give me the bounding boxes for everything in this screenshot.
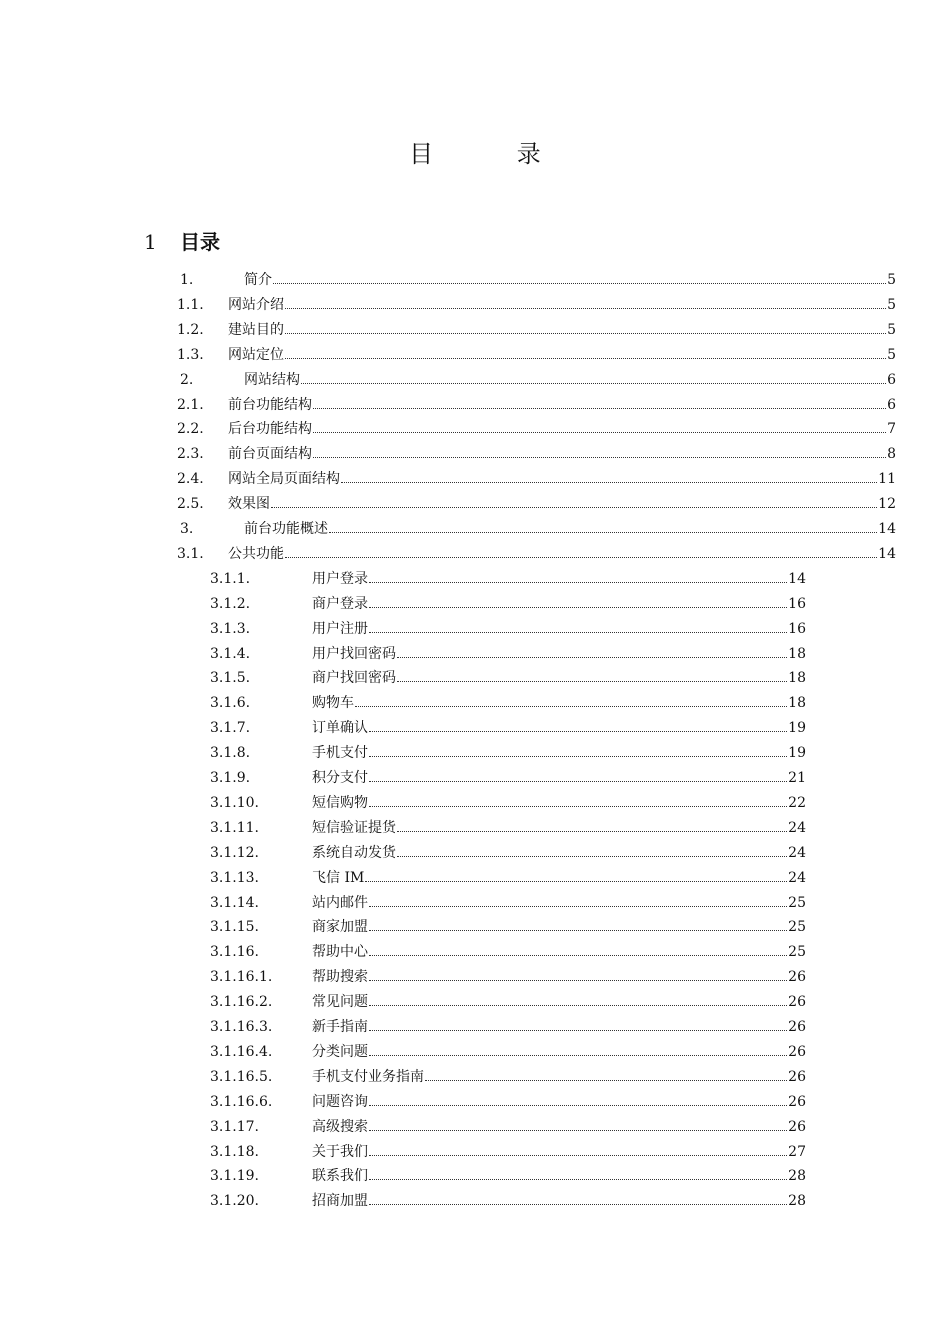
toc-dot-leader bbox=[369, 913, 787, 931]
toc-entry-number: 3.1.16.2. bbox=[210, 994, 273, 1011]
toc-dot-leader bbox=[365, 864, 787, 882]
toc-entry[interactable] bbox=[210, 1187, 806, 1211]
toc-entry-title[interactable]: 公共功能 bbox=[228, 545, 284, 562]
toc-entry-title[interactable]: 商家加盟 bbox=[312, 919, 368, 936]
toc-entry-page: 24 bbox=[788, 869, 806, 886]
toc-entry-number: 3.1.3. bbox=[210, 620, 251, 637]
toc-entry-title[interactable]: 站内邮件 bbox=[312, 894, 368, 911]
toc-entry[interactable] bbox=[210, 864, 806, 888]
toc-dot-leader bbox=[369, 1013, 787, 1031]
toc-entry[interactable] bbox=[210, 889, 806, 913]
toc-entry-number: 3.1.16. bbox=[210, 944, 259, 961]
toc-entry-number: 3.1.14. bbox=[210, 894, 259, 911]
toc-entry-page: 25 bbox=[788, 944, 806, 961]
toc-entry-title[interactable]: 高级搜索 bbox=[312, 1118, 368, 1135]
toc-entry[interactable] bbox=[180, 266, 896, 290]
toc-dot-leader bbox=[369, 615, 787, 633]
toc-entry-number: 1.1. bbox=[177, 296, 204, 313]
toc-entry-page: 12 bbox=[878, 496, 896, 513]
toc-entry[interactable] bbox=[177, 440, 896, 464]
toc-entry-page: 26 bbox=[788, 1019, 806, 1035]
toc-entry[interactable] bbox=[210, 1088, 806, 1112]
toc-entry[interactable] bbox=[210, 988, 806, 1012]
toc-entry-title[interactable]: 效果图 bbox=[228, 496, 270, 513]
toc-entry-page: 5 bbox=[887, 272, 896, 288]
toc-entry[interactable] bbox=[210, 913, 806, 937]
toc-dot-leader bbox=[369, 739, 787, 757]
toc-dot-leader bbox=[285, 291, 886, 309]
toc-entry-title[interactable]: 联系我们 bbox=[312, 1168, 368, 1185]
toc-entry-page: 14 bbox=[788, 570, 806, 587]
toc-entry-page: 5 bbox=[887, 321, 896, 338]
toc-entry-title[interactable]: 关于我们 bbox=[312, 1143, 368, 1160]
toc-dot-leader bbox=[369, 988, 787, 1006]
toc-entry-title[interactable]: 网站介绍 bbox=[228, 296, 284, 313]
toc-entry-number: 1. bbox=[180, 272, 194, 288]
toc-entry-title[interactable]: 用户注册 bbox=[312, 620, 368, 637]
toc-entry-page: 19 bbox=[788, 720, 806, 737]
toc-dot-leader bbox=[369, 1138, 787, 1156]
toc-entry[interactable] bbox=[210, 839, 806, 863]
toc-dot-leader bbox=[313, 440, 886, 458]
toc-entry-number: 3.1.16.3. bbox=[210, 1019, 273, 1035]
toc-entry-title[interactable]: 飞信 IM bbox=[312, 869, 365, 886]
toc-entry[interactable] bbox=[210, 1038, 806, 1062]
toc-dot-leader bbox=[369, 764, 787, 782]
toc-entry-page: 27 bbox=[788, 1143, 806, 1160]
toc-entry[interactable] bbox=[210, 590, 806, 614]
section-number: 1 bbox=[144, 230, 157, 254]
toc-entry-title[interactable]: 常见问题 bbox=[312, 994, 368, 1011]
toc-dot-leader bbox=[313, 415, 886, 433]
toc-dot-leader bbox=[301, 366, 886, 384]
toc-entry[interactable] bbox=[210, 640, 806, 664]
toc-entry-page: 7 bbox=[887, 421, 896, 438]
toc-entry-page: 6 bbox=[887, 371, 896, 388]
toc-entry-title[interactable]: 帮助中心 bbox=[312, 944, 368, 961]
toc-entry-title[interactable]: 网站定位 bbox=[228, 346, 284, 363]
toc-entry-title[interactable]: 积分支付 bbox=[312, 770, 368, 786]
toc-entry-title[interactable]: 短信购物 bbox=[312, 794, 368, 811]
toc-dot-leader bbox=[285, 540, 877, 558]
toc-entry[interactable] bbox=[177, 391, 896, 415]
toc-entry-number: 2. bbox=[180, 371, 194, 388]
toc-entry-number: 3.1.18. bbox=[210, 1143, 259, 1160]
toc-entry-number: 3.1.1. bbox=[210, 570, 251, 587]
toc-entry-page: 28 bbox=[788, 1168, 806, 1185]
toc-entry-number: 3.1.15. bbox=[210, 919, 259, 936]
toc-entry[interactable] bbox=[210, 938, 806, 962]
toc-entry-number: 2.2. bbox=[177, 421, 204, 438]
toc-dot-leader bbox=[369, 1038, 787, 1056]
toc-entry-number: 3.1.16.5. bbox=[210, 1068, 273, 1085]
toc-entry-title[interactable]: 建站目的 bbox=[228, 321, 284, 338]
toc-entry-page: 24 bbox=[788, 844, 806, 861]
toc-dot-leader bbox=[397, 640, 787, 658]
toc-entry-title[interactable]: 短信验证提货 bbox=[312, 819, 396, 836]
toc-dot-leader bbox=[355, 689, 787, 707]
toc-entry[interactable] bbox=[210, 814, 806, 838]
toc-entry-title[interactable]: 帮助搜索 bbox=[312, 969, 368, 986]
toc-dot-leader bbox=[369, 565, 787, 583]
toc-entry-title[interactable]: 网站结构 bbox=[244, 371, 300, 388]
toc-entry-title[interactable]: 商户登录 bbox=[312, 595, 368, 612]
toc-entry-number: 2.1. bbox=[177, 396, 204, 413]
toc-entry-title[interactable]: 新手指南 bbox=[312, 1019, 368, 1035]
toc-entry-number: 3.1.11. bbox=[210, 819, 259, 836]
toc-dot-leader bbox=[369, 1162, 787, 1180]
toc-entry-title[interactable]: 系统自动发货 bbox=[312, 844, 396, 861]
toc-entry-title[interactable]: 前台功能结构 bbox=[228, 396, 312, 413]
toc-entry-number: 2.5. bbox=[177, 496, 204, 513]
toc-entry-title[interactable]: 后台功能结构 bbox=[228, 421, 312, 438]
toc-entry-number: 2.3. bbox=[177, 446, 204, 463]
toc-entry[interactable] bbox=[177, 490, 896, 514]
toc-entry-title[interactable]: 手机支付业务指南 bbox=[312, 1068, 424, 1085]
toc-entry[interactable] bbox=[210, 1063, 806, 1087]
toc-entry-page: 26 bbox=[788, 1093, 806, 1110]
toc-entry-number: 3.1.10. bbox=[210, 794, 259, 811]
toc-entry[interactable] bbox=[210, 1138, 806, 1162]
toc-entry-title[interactable]: 前台功能概述 bbox=[244, 521, 328, 537]
toc-entry-title[interactable]: 用户找回密码 bbox=[312, 645, 396, 662]
toc-dot-leader bbox=[369, 1088, 787, 1106]
toc-entry-page: 21 bbox=[788, 770, 806, 786]
toc-entry[interactable] bbox=[210, 789, 806, 813]
toc-dot-leader bbox=[369, 963, 787, 981]
toc-entry-title[interactable]: 网站全局页面结构 bbox=[228, 471, 340, 488]
toc-entry[interactable] bbox=[210, 664, 806, 688]
toc-entry-page: 14 bbox=[878, 521, 896, 537]
toc-entry-page: 18 bbox=[788, 670, 806, 687]
toc-entry[interactable] bbox=[177, 540, 896, 564]
toc-entry-page: 16 bbox=[788, 620, 806, 637]
toc-entry[interactable] bbox=[210, 739, 806, 763]
toc-entry-number: 2.4. bbox=[177, 471, 204, 488]
toc-entry[interactable] bbox=[177, 341, 896, 365]
section-heading-text: 目录 bbox=[180, 230, 220, 254]
toc-entry[interactable] bbox=[180, 366, 896, 390]
toc-entry-title[interactable]: 分类问题 bbox=[312, 1043, 368, 1060]
toc-entry-number: 3.1.9. bbox=[210, 770, 251, 786]
toc-entry-title[interactable]: 招商加盟 bbox=[312, 1193, 368, 1210]
toc-entry-number: 3.1.16.6. bbox=[210, 1093, 273, 1110]
toc-entry-title[interactable]: 订单确认 bbox=[312, 720, 368, 737]
toc-entry-page: 19 bbox=[788, 745, 806, 762]
toc-entry[interactable] bbox=[210, 689, 806, 713]
toc-entry-number: 3.1.19. bbox=[210, 1168, 259, 1185]
toc-dot-leader bbox=[397, 814, 787, 832]
toc-entry[interactable] bbox=[210, 1113, 806, 1137]
toc-entry-page: 6 bbox=[887, 396, 896, 413]
toc-dot-leader bbox=[313, 391, 886, 409]
toc-entry[interactable] bbox=[180, 515, 896, 539]
toc-dot-leader bbox=[425, 1063, 787, 1081]
toc-entry[interactable] bbox=[210, 1162, 806, 1186]
toc-entry-page: 8 bbox=[887, 446, 896, 463]
toc-entry-page: 5 bbox=[887, 296, 896, 313]
toc-entry-number: 3.1.8. bbox=[210, 745, 251, 762]
toc-entry-page: 18 bbox=[788, 695, 806, 712]
toc-dot-leader bbox=[369, 1113, 787, 1131]
toc-dot-leader bbox=[369, 714, 787, 732]
toc-entry-number: 3.1.17. bbox=[210, 1118, 259, 1135]
toc-entry-page: 26 bbox=[788, 1043, 806, 1060]
toc-entry-number: 1.3. bbox=[177, 346, 204, 363]
toc-entry-page: 25 bbox=[788, 894, 806, 911]
toc-entry-page: 26 bbox=[788, 994, 806, 1011]
toc-entry[interactable] bbox=[177, 316, 896, 340]
toc-entry-page: 25 bbox=[788, 919, 806, 936]
toc-entry-page: 22 bbox=[788, 794, 806, 811]
toc-dot-leader bbox=[397, 664, 787, 682]
toc-entry-title[interactable]: 商户找回密码 bbox=[312, 670, 396, 687]
toc-entry-title[interactable]: 手机支付 bbox=[312, 745, 368, 762]
toc-entry[interactable] bbox=[210, 1013, 806, 1037]
toc-dot-leader bbox=[329, 515, 877, 533]
toc-dot-leader bbox=[369, 889, 787, 907]
toc-dot-leader bbox=[369, 590, 787, 608]
toc-entry[interactable] bbox=[177, 291, 896, 315]
toc-entry-number: 3.1.16.4. bbox=[210, 1043, 273, 1060]
toc-entry-title[interactable]: 问题咨询 bbox=[312, 1093, 368, 1110]
toc-entry-page: 11 bbox=[878, 471, 896, 488]
toc-entry[interactable] bbox=[177, 415, 896, 439]
page-title: 目 录 bbox=[409, 140, 579, 168]
toc-entry-number: 3.1.6. bbox=[210, 695, 251, 712]
toc-dot-leader bbox=[341, 465, 877, 483]
toc-entry-page: 16 bbox=[788, 595, 806, 612]
toc-entry-page: 26 bbox=[788, 1118, 806, 1135]
toc-entry-title[interactable]: 用户登录 bbox=[312, 570, 368, 587]
toc-entry[interactable] bbox=[210, 714, 806, 738]
toc-entry-page: 14 bbox=[878, 545, 896, 562]
toc-entry-number: 3.1.20. bbox=[210, 1193, 259, 1210]
toc-entry-number: 3.1.4. bbox=[210, 645, 251, 662]
toc-dot-leader bbox=[285, 316, 886, 334]
toc-entry-number: 3.1.2. bbox=[210, 595, 251, 612]
toc-entry-number: 3.1.13. bbox=[210, 869, 259, 886]
toc-dot-leader bbox=[273, 266, 886, 284]
toc-dot-leader bbox=[397, 839, 787, 857]
toc-entry-page: 24 bbox=[788, 819, 806, 836]
toc-entry[interactable] bbox=[210, 565, 806, 589]
toc-dot-leader bbox=[369, 1187, 787, 1205]
toc-entry[interactable] bbox=[177, 465, 896, 489]
toc-entry[interactable] bbox=[210, 963, 806, 987]
toc-entry-page: 5 bbox=[887, 346, 896, 363]
section-heading bbox=[144, 226, 220, 255]
toc-dot-leader bbox=[369, 789, 787, 807]
toc-dot-leader bbox=[285, 341, 886, 359]
toc-entry-number: 1.2. bbox=[177, 321, 204, 338]
toc-entry-number: 3.1.5. bbox=[210, 670, 251, 687]
toc-entry-page: 26 bbox=[788, 1068, 806, 1085]
toc-dot-leader bbox=[271, 490, 877, 508]
toc-entry-number: 3.1.16.1. bbox=[210, 969, 273, 986]
toc-entry-number: 3.1.12. bbox=[210, 844, 259, 861]
toc-entry[interactable] bbox=[210, 764, 806, 788]
toc-entry[interactable] bbox=[210, 615, 806, 639]
toc-dot-leader bbox=[369, 938, 787, 956]
toc-entry-page: 26 bbox=[788, 969, 806, 986]
toc-entry-title[interactable]: 简介 bbox=[244, 272, 272, 288]
toc-entry-title[interactable]: 购物车 bbox=[312, 695, 354, 712]
toc-entry-number: 3.1. bbox=[177, 545, 204, 562]
toc-entry-number: 3. bbox=[180, 521, 194, 537]
toc-entry-page: 28 bbox=[788, 1193, 806, 1210]
toc-entry-title[interactable]: 前台页面结构 bbox=[228, 446, 312, 463]
toc-entry-page: 18 bbox=[788, 645, 806, 662]
toc-entry-number: 3.1.7. bbox=[210, 720, 251, 737]
